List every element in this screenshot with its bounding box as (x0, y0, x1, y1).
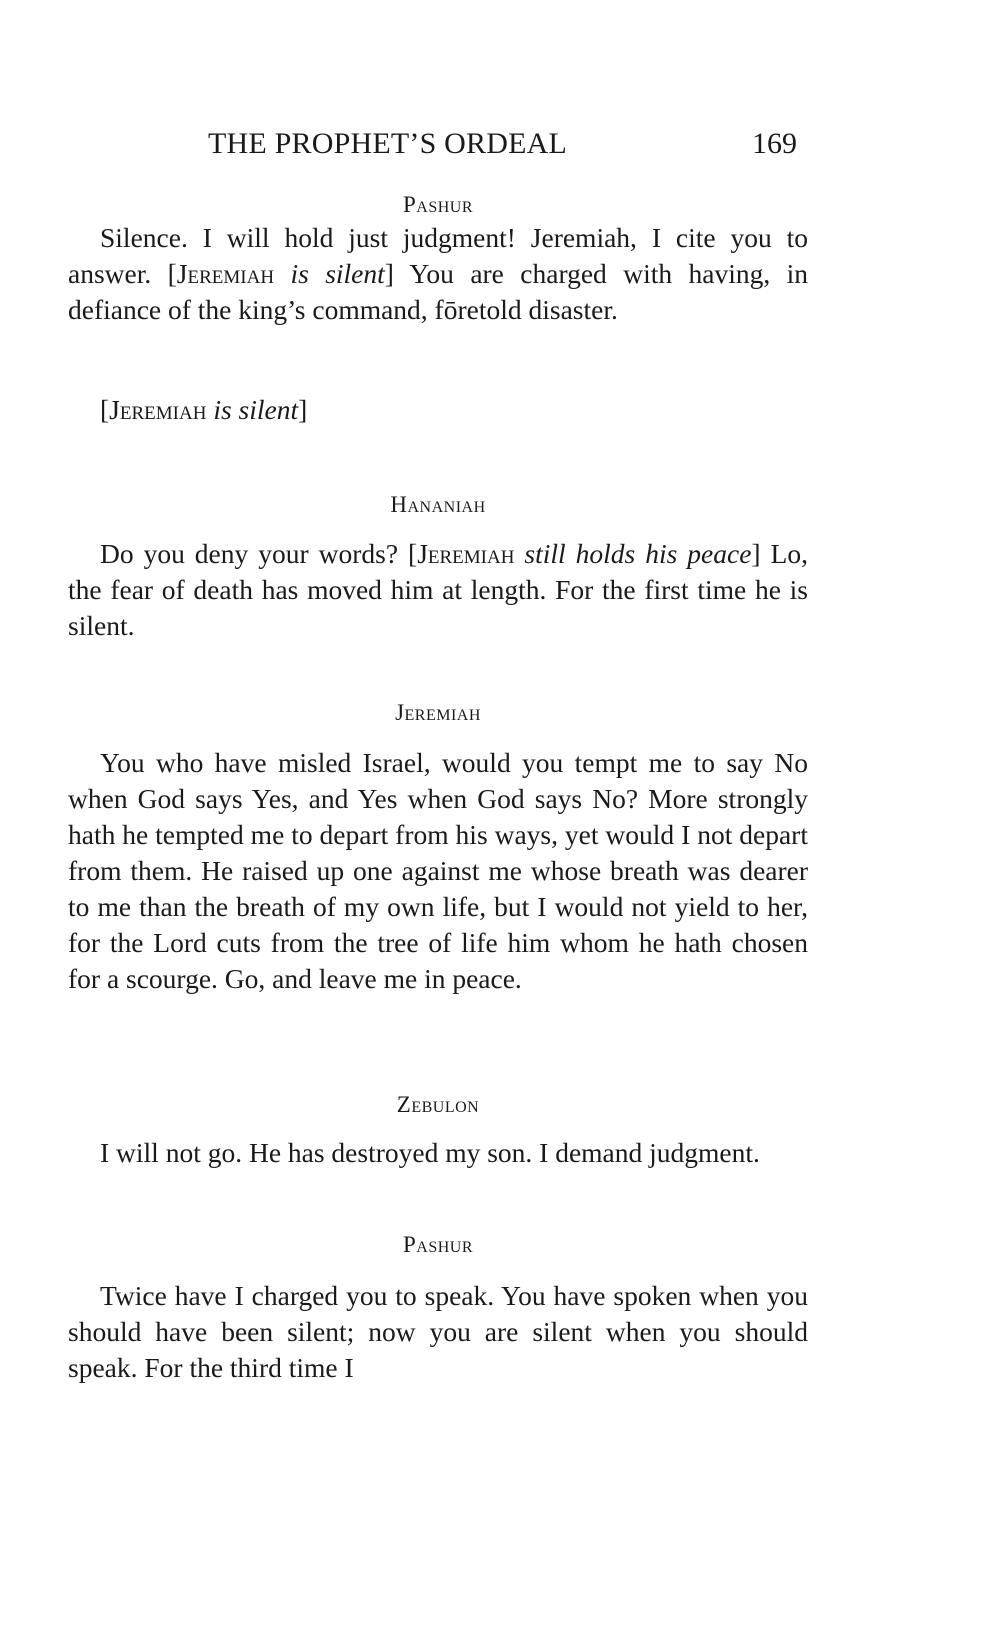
page-number: 169 (752, 127, 797, 160)
speech-paragraph (68, 536, 808, 644)
running-title: THE PROPHET’S ORDEAL (208, 127, 568, 160)
stage-direction (68, 392, 840, 428)
speech-paragraph (68, 220, 808, 328)
speaker-name: Pashur (402, 1232, 474, 1257)
speaker-name: Zebulon (396, 1092, 480, 1117)
stage-direction-name: Jeremiah (417, 538, 515, 569)
speaker-name: Hananiah (390, 492, 486, 517)
speech-paragraph: You who have misled Israel, would you tempt me to say No when God says Yes, and Yes when God says No? More strongly hath he tempted me to depart from his ways, yet would I not depart from them. He raised up one against me whose breath was dearer to me than the breath of my own life, but I would not yield to her, for the Lord cuts from the tree of life him whom he hath chosen for a scourge. Go, and leave me in peace. (68, 747, 808, 994)
speech-text: Do you deny your words? [ (100, 538, 418, 569)
speech-paragraph: I will not go. He has destroyed my son. I demand judgment. (100, 1137, 760, 1168)
speaker-name: Pashur (402, 192, 474, 217)
speech-text: ] Lo, the fear of death has moved him at length. For the first time he is silent. (68, 538, 808, 641)
speech-text: ] You are charged with having, in defiance of the king’s command, fōretold disaster. (68, 258, 808, 325)
stage-direction-action: is silent (206, 394, 299, 425)
speech-text: Silence. I will hold just judgment! Jeremiah, I cite you to answer. [ (68, 222, 808, 289)
stage-direction-name: Jeremiah (176, 258, 275, 289)
speech-paragraph: Twice have I charged you to speak. You have spoken when you should have been silent; now you are silent when you should speak. For the third time I (68, 1280, 808, 1383)
speaker-name: Jeremiah (395, 700, 481, 725)
bracket-close: ] (298, 394, 308, 425)
stage-direction-action: is silent (274, 258, 385, 289)
stage-direction-action: still holds his peace (514, 538, 752, 569)
bracket-open: [ (100, 394, 110, 425)
stage-direction-name: Jeremiah (109, 394, 207, 425)
